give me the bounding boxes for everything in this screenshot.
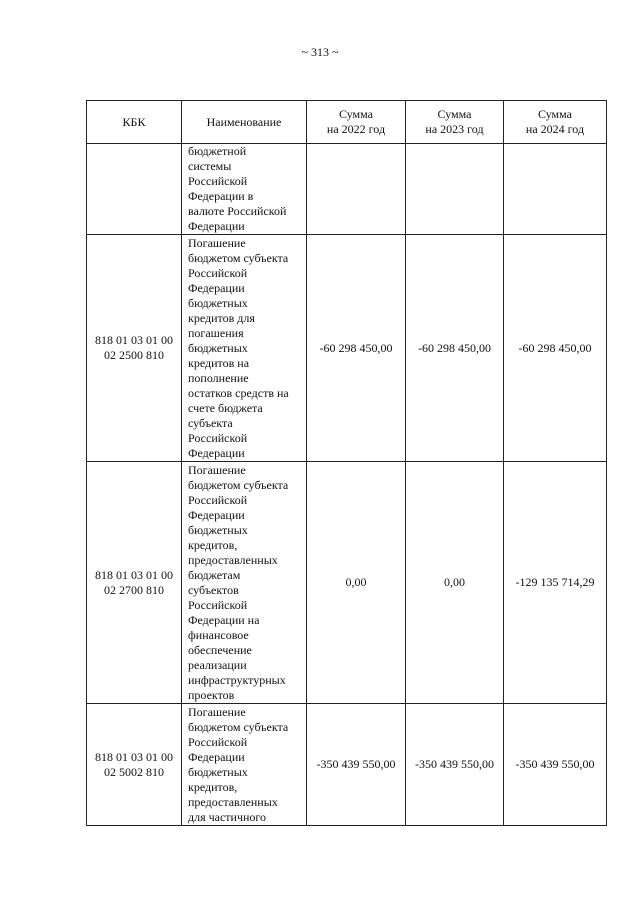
table-row [87, 462, 607, 704]
row-sum-2023: -350 439 550,00 [406, 704, 504, 826]
row-name: Погашение бюджетом субъекта Российской Федерации бюджетных кредитов, предоставленных бюджетам субъектов Российской Федерации на финансовое обеспечение реализации инфраструктурных проектов [182, 462, 307, 704]
row-sum-2024: -350 439 550,00 [504, 704, 607, 826]
row-sum-2023 [406, 144, 504, 235]
row-sum-2024 [504, 144, 607, 235]
table-row [87, 704, 607, 826]
header-sum-2023: Сумма на 2023 год [406, 101, 504, 144]
row-name: Погашение бюджетом субъекта Российской Федерации бюджетных кредитов для погашения бюджетных кредитов на пополнение остатков средств на счете бюджета субъекта Российской Федерации [182, 235, 307, 462]
header-sum-2022: Сумма на 2022 год [307, 101, 406, 144]
row-sum-2024: -129 135 714,29 [504, 462, 607, 704]
row-sum-2024: -60 298 450,00 [504, 235, 607, 462]
header-name: Наименование [182, 101, 307, 144]
budget-table [86, 100, 607, 826]
row-sum-2023: -60 298 450,00 [406, 235, 504, 462]
row-sum-2023: 0,00 [406, 462, 504, 704]
header-row [87, 101, 607, 144]
header-kbk: КБК [87, 101, 182, 144]
header-sum-2024: Сумма на 2024 год [504, 101, 607, 144]
row-kbk: 818 01 03 01 00 02 2500 810 [87, 235, 182, 462]
page-number: ~ 313 ~ [301, 45, 339, 59]
row-sum-2022 [307, 144, 406, 235]
table-row [87, 235, 607, 462]
row-sum-2022: -60 298 450,00 [307, 235, 406, 462]
table-row [87, 144, 607, 235]
row-kbk: 818 01 03 01 00 02 2700 810 [87, 462, 182, 704]
row-name: Погашение бюджетом субъекта Российской Федерации бюджетных кредитов, предоставленных для частичного [182, 704, 307, 826]
row-sum-2022: 0,00 [307, 462, 406, 704]
row-kbk: 818 01 03 01 00 02 5002 810 [87, 704, 182, 826]
row-kbk [87, 144, 182, 235]
row-name: бюджетной системы Российской Федерации в валюте Российской Федерации [182, 144, 307, 235]
row-sum-2022: -350 439 550,00 [307, 704, 406, 826]
